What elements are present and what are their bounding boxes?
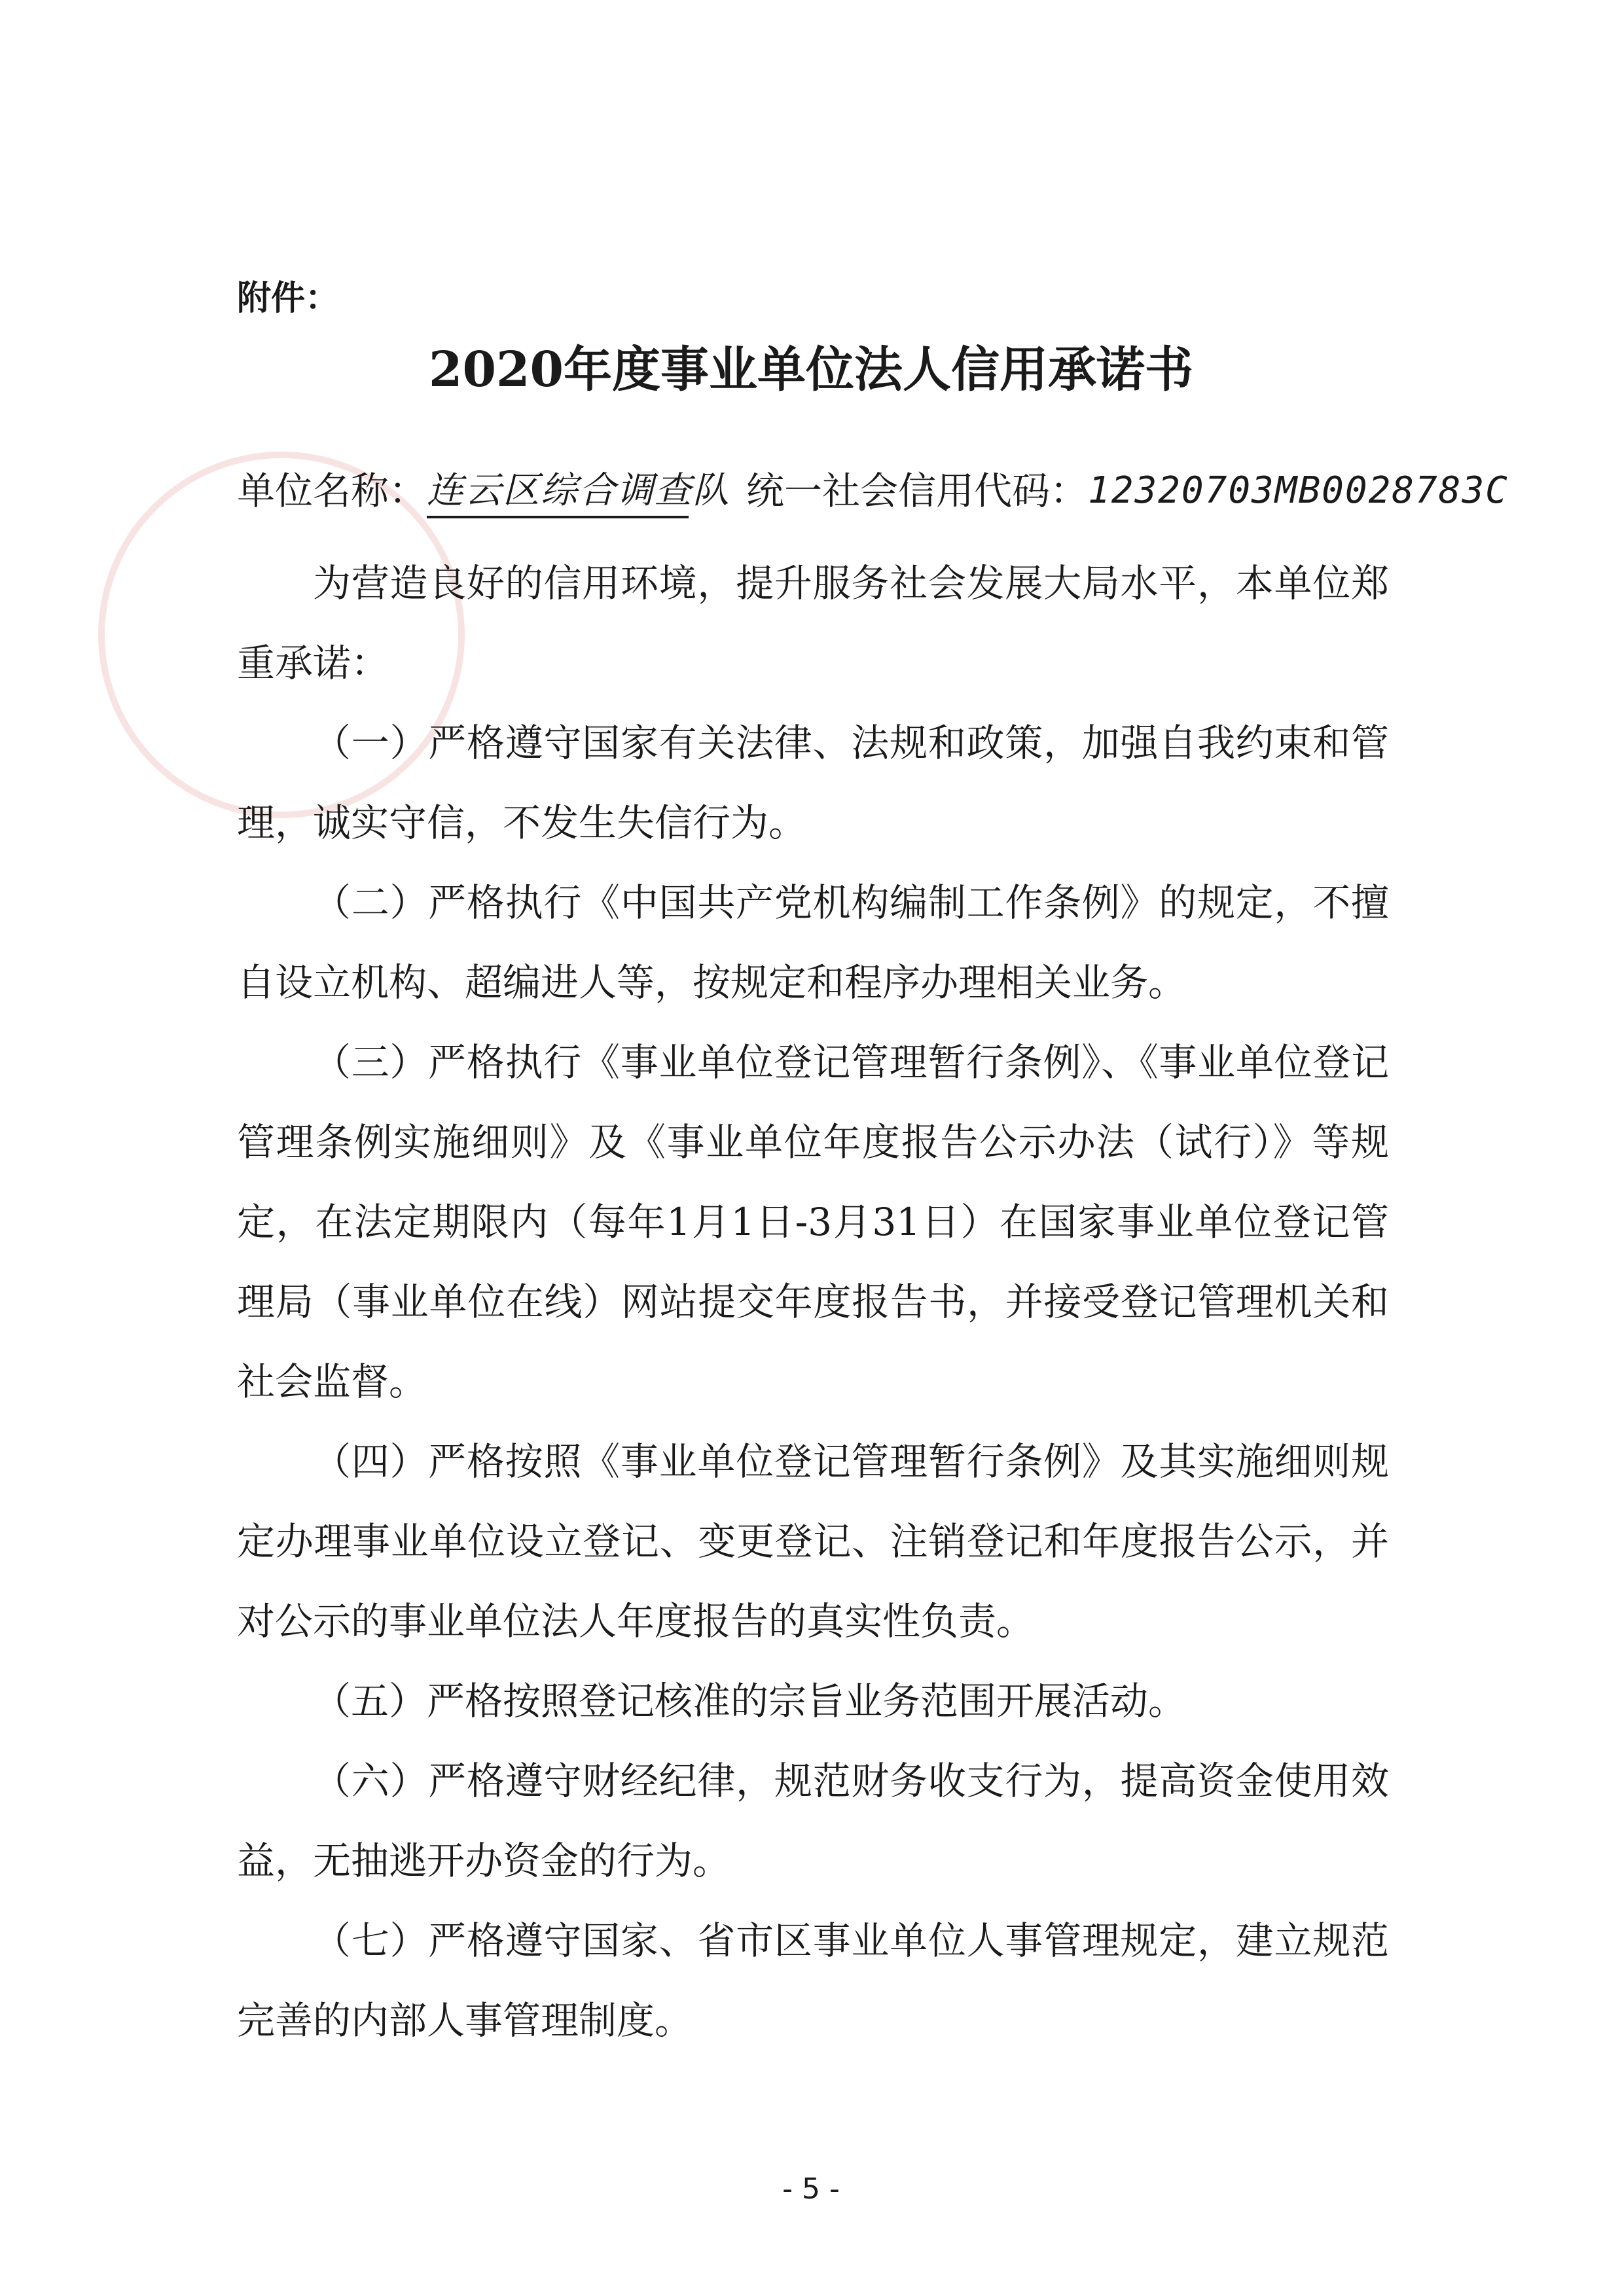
document-title: 2020年度事业单位法人信用承诺书 (429, 342, 1193, 398)
commitment-body (237, 543, 1389, 2060)
clause-4: （四）严格按照《事业单位登记管理暂行条例》及其实施细则规定办理事业单位设立登记、变更登记、注销登记和年度报告公示，并对公示的事业单位法人年度报告的真实性负责。 (237, 1439, 1389, 1643)
credit-code-label: 统一社会信用代码： (746, 469, 1089, 513)
page-number: - 5 - (782, 2172, 840, 2206)
clause-5: （五）严格按照登记核准的宗旨业务范围开展活动。 (313, 1679, 1187, 1723)
credit-code-handwritten: 12320703MB0028783C (1088, 469, 1509, 512)
unit-info-line (237, 458, 1520, 524)
attachment-label: 附件： (237, 279, 340, 318)
unit-name-handwritten: 连云区综合调查队 (427, 458, 708, 524)
clause-1: （一）严格遵守国家有关法律、法规和政策，加强自我约束和管理，诚实守信，不发生失信行为。 (237, 721, 1389, 845)
unit-name-label: 单位名称： (237, 469, 427, 513)
clause-2: （二）严格执行《中国共产党机构编制工作条例》的规定，不擅自设立机构、超编进人等，按规定和程序办理相关业务。 (237, 880, 1389, 1005)
intro-paragraph: 为营造良好的信用环境，提升服务社会发展大局水平，本单位郑重承诺： (237, 561, 1389, 685)
clause-3: （三）严格执行《事业单位登记管理暂行条例》、《事业单位登记管理条例实施细则》及《事业单位年度报告公示办法（试行）》等规定，在法定期限内（每年1月1日-3月31日）在国家事业单位登记管理局（事业单位在线）网站提交年度报告书，并接受登记管理机关和社会监督。 (237, 1040, 1389, 1404)
clause-6: （六）严格遵守财经纪律，规范财务收支行为，提高资金使用效益，无抽逃开办资金的行为。 (237, 1759, 1389, 1883)
clause-7: （七）严格遵守国家、省市区事业单位人事管理规定，建立规范完善的内部人事管理制度。 (237, 1918, 1389, 2043)
